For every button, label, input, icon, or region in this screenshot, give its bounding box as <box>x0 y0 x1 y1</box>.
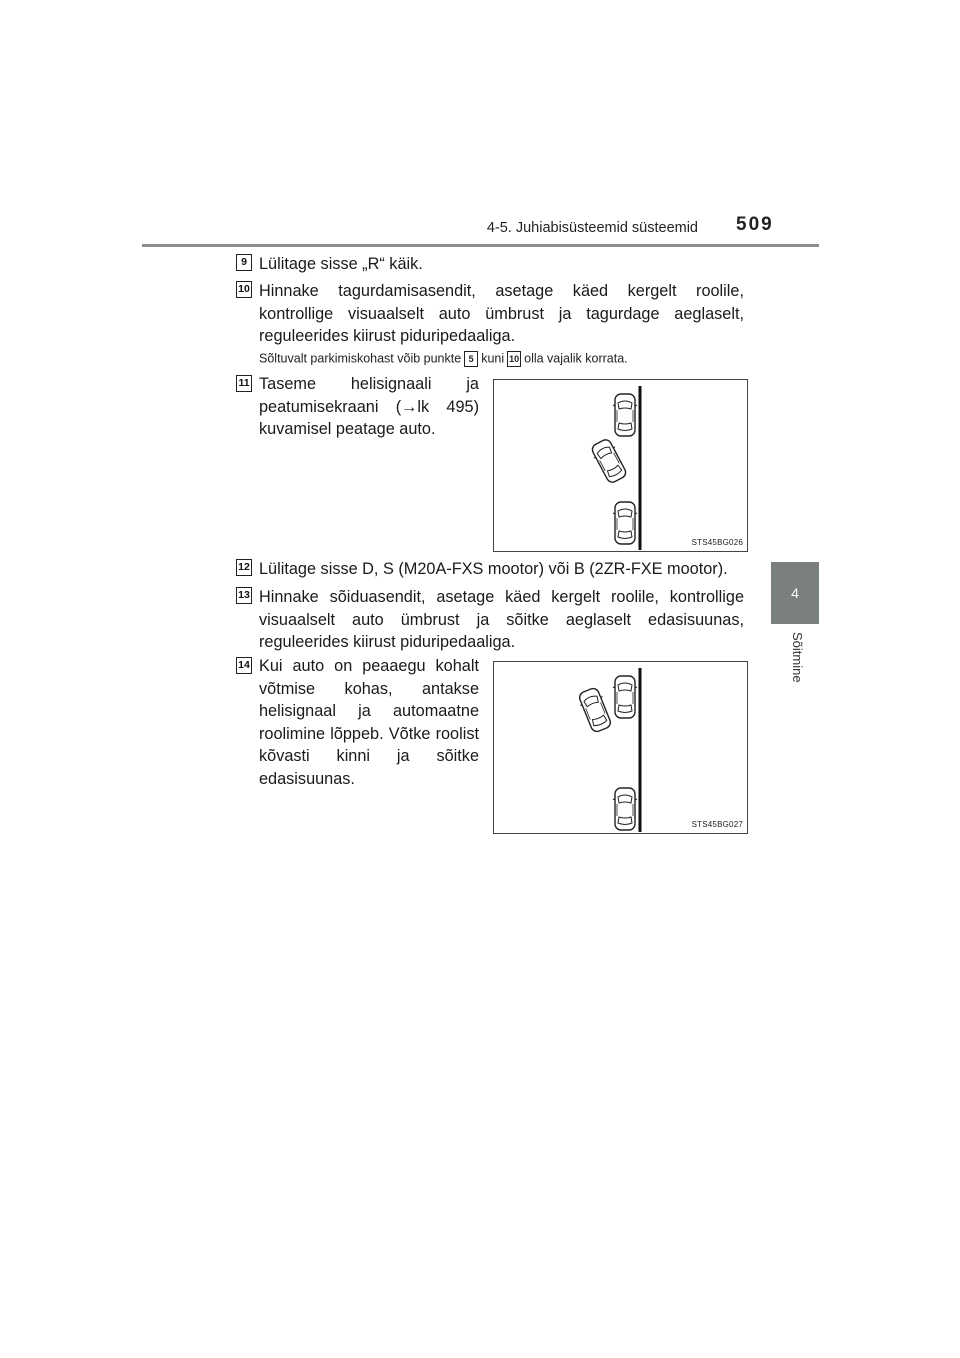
step-number-badge: 12 <box>236 559 252 576</box>
step-text: Hinnake tagurdamisasendit, asetage käed kergelt roolile, kontrollige visuaalselt auto ümbrust ja tagurdage aeglaselt, reguleerides kiirust piduripedaaliga. <box>259 282 744 345</box>
parking-figure-2 <box>493 661 748 834</box>
car-top-view-icon <box>613 394 637 436</box>
step-text: Lülitage sisse D, S (M20A-FXS mootor) või B (2ZR-FXE mootor). <box>259 560 728 578</box>
parking-figure-1 <box>493 379 748 552</box>
car-top-view-icon <box>613 502 637 544</box>
car-top-view-icon <box>613 788 637 830</box>
chapter-name: Sõitmine <box>790 632 805 683</box>
section-title: 4-5. Juhiabisüsteemid süsteemid <box>486 220 698 236</box>
step-number-badge: 9 <box>236 254 252 271</box>
header-divider <box>142 244 819 247</box>
car-top-view-icon <box>589 437 630 485</box>
step-number-badge: 10 <box>236 281 252 298</box>
step-number-badge: 14 <box>236 657 252 674</box>
step-text: Hinnake sõiduasendit, asetage käed kergelt roolile, kontrollige visuaalselt auto ümbrust ja sõitke aeglaselt edasisuunas, reguleerides kiirust piduripedaaliga. <box>259 588 744 651</box>
inline-step-badge: 5 <box>464 351 478 367</box>
step-text: Taseme helisignaali ja peatumisekraani (→lk 495) kuvamisel peatage auto. <box>259 375 479 438</box>
step-number-badge: 13 <box>236 587 252 604</box>
parking-diagram <box>494 380 749 553</box>
step-number-badge: 11 <box>236 375 252 392</box>
chapter-tab[interactable] <box>771 562 819 624</box>
repeat-note: Sõltuvalt parkimiskohast võib punkte 5 kuni 10 olla vajalik korrata. <box>259 351 628 366</box>
car-top-view-icon <box>613 676 637 718</box>
figure-code: STS45BG026 <box>691 538 743 547</box>
step-text: Lülitage sisse „R“ käik. <box>259 255 423 273</box>
figure-code: STS45BG027 <box>691 820 743 829</box>
car-top-view-icon <box>576 686 614 734</box>
page-number: 509 <box>736 214 774 235</box>
chapter-number: 4 <box>791 585 799 601</box>
step-text: Kui auto on peaaegu kohalt võtmise kohas, antakse helisignaal ja automaatne roolimine lõppeb. Võtke roolist kõvasti kinni ja sõitke edasisuunas. <box>259 657 479 788</box>
parking-diagram <box>494 662 749 835</box>
inline-step-badge: 10 <box>507 351 521 367</box>
